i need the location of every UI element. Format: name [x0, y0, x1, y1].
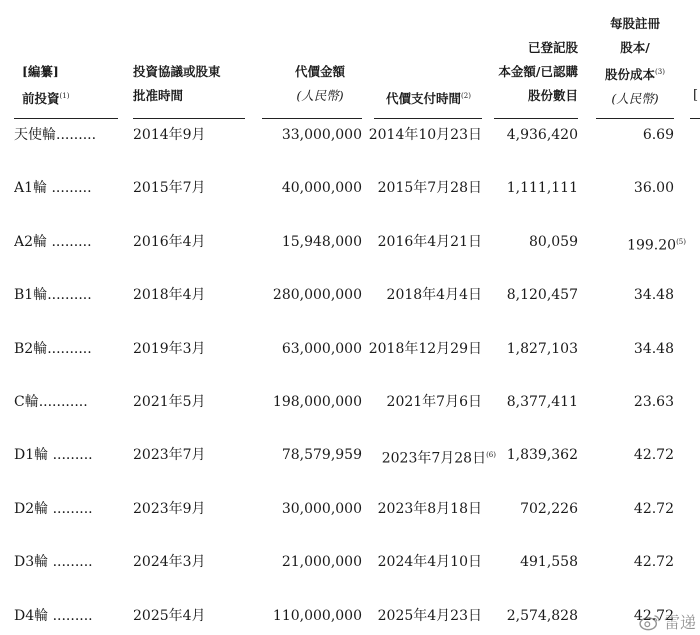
cost-per-share [634, 339, 674, 359]
cost-per-share [634, 392, 674, 412]
payment-date-text: 2018年12月29日 [368, 340, 482, 357]
table-row [0, 339, 700, 359]
round-name: A1輪 ......... [14, 180, 92, 197]
header-prelisting-investment [22, 60, 69, 111]
cost-per-share [634, 285, 674, 305]
payment-date-footnote: (6) [486, 451, 496, 460]
registered-shares: 4,936,420 [506, 127, 578, 143]
watermark [639, 610, 696, 633]
header-rule-col6 [596, 118, 674, 119]
watermark-text: 雷递 [663, 613, 696, 632]
consideration-amount: 33,000,000 [281, 127, 362, 143]
header-col6-line1: 每股註冊 [609, 16, 660, 31]
payment-date-text: 2024年4月10日 [377, 554, 482, 571]
payment-date-text: 2015年7月28日 [377, 180, 482, 197]
table-row [0, 606, 700, 626]
approval-date: 2021年5月 [133, 394, 206, 410]
consideration-amount: 21,000,000 [281, 554, 362, 571]
payment-date [378, 232, 482, 252]
header-rule-col5 [494, 118, 578, 119]
registered-shares: 8,120,457 [506, 287, 578, 304]
table-row [0, 232, 700, 252]
header-rule-col2 [133, 118, 245, 119]
payment-date [382, 445, 496, 469]
registered-shares: 1,827,103 [506, 340, 578, 357]
cost-per-share [634, 499, 674, 519]
payment-date [387, 285, 482, 305]
table-row [0, 392, 700, 412]
registered-shares: 2,574,828 [506, 607, 578, 624]
consideration-amount: 78,579,959 [281, 447, 362, 464]
cost-per-share-text: 36.00 [633, 180, 674, 197]
payment-date [378, 606, 482, 626]
round-name: B2輪.......... [14, 340, 92, 357]
header-col5-line3: 股份數目 [527, 88, 578, 103]
header-col6-line3: 股份成本$^{(3)}$ [605, 67, 665, 83]
header-col6-line2: 股本/ [620, 40, 650, 55]
payment-date-text: 2016年4月21日 [377, 233, 482, 250]
header-rule-col1 [14, 118, 118, 119]
header-col5-line1: 已登記股 [527, 40, 578, 55]
round-name: D2輪 ......... [14, 500, 93, 517]
approval-date: 2024年3月 [133, 554, 206, 571]
header-col3-unit: (人民幣) [296, 88, 344, 103]
approval-date: 2015年7月 [133, 180, 206, 197]
approval-date: 2025年4月 [133, 607, 206, 624]
consideration-amount: 110,000,000 [272, 607, 362, 624]
header-col2-line2: 批准時間 [133, 88, 184, 103]
header-col3-line1: 代價金額 [294, 64, 345, 79]
consideration-amount: 280,000,000 [272, 287, 362, 304]
cost-per-share-text: 42.72 [633, 607, 674, 624]
approval-date: 2018年4月 [133, 287, 206, 304]
cost-per-share-text: 6.69 [642, 127, 674, 143]
payment-date-text: 2014年10月23日 [368, 127, 482, 143]
header-registered-shares [498, 36, 578, 108]
table-row [0, 125, 700, 145]
consideration-amount: 15,948,000 [281, 233, 362, 250]
approval-date: 2014年9月 [133, 127, 206, 143]
header-approval-time [133, 60, 221, 108]
cost-per-share-text: 23.63 [633, 394, 674, 410]
header-payment-time [386, 84, 471, 111]
payment-date-text: 2023年7月28日 [381, 451, 487, 468]
round-name: 天使輪......... [14, 127, 97, 143]
header-rule-col4 [374, 118, 482, 119]
payment-date-text: 2018年4月4日 [386, 287, 482, 304]
approval-date: 2016年4月 [133, 233, 206, 250]
table-row [0, 445, 700, 468]
round-name: A2輪 ......... [14, 233, 92, 250]
header-col6-unit: (人民幣) [611, 91, 659, 107]
header-col1-line2: 前投資$^{(1)}$ [22, 91, 70, 107]
header-col2-line1: 投資協議或股東 [133, 64, 221, 79]
cost-per-share [634, 445, 674, 465]
consideration-amount: 30,000,000 [281, 500, 362, 517]
header-col5-line2: 本金額/已認購 [498, 64, 578, 79]
registered-shares: 491,558 [520, 554, 578, 571]
registered-shares: 80,059 [529, 233, 578, 250]
cost-per-share-text: 34.48 [633, 340, 674, 357]
approval-date: 2023年7月 [133, 447, 206, 464]
round-name: D4輪 ......... [14, 607, 93, 624]
registered-shares: 702,226 [520, 500, 578, 517]
weibo-icon [639, 613, 661, 631]
header-col4-line1: 代價支付時間$^{(2)}$ [386, 91, 471, 107]
edge-bracket: [ [693, 88, 699, 103]
table-row [0, 499, 700, 519]
approval-date: 2023年9月 [133, 500, 206, 517]
cost-footnote: (5) [676, 237, 686, 246]
cost-per-share [643, 125, 674, 145]
cost-per-share-text: 42.72 [633, 447, 674, 464]
payment-date [378, 552, 482, 572]
cost-per-share-text: 42.72 [633, 554, 674, 571]
header-cost-per-share [596, 12, 674, 111]
registered-shares: 1,839,362 [506, 447, 578, 464]
round-name: D3輪 ......... [14, 554, 93, 571]
header-rule-edge [690, 118, 700, 119]
cost-per-share-text: 42.72 [633, 500, 674, 517]
consideration-amount: 40,000,000 [281, 180, 362, 197]
cost-per-share [634, 552, 674, 572]
header-consideration-amount [272, 60, 368, 108]
payment-date-text: 2023年8月18日 [377, 500, 482, 517]
consideration-amount: 198,000,000 [272, 394, 362, 410]
payment-date [369, 125, 482, 145]
round-name: D1輪 ......... [14, 447, 93, 464]
payment-date [369, 339, 482, 359]
consideration-amount: 63,000,000 [281, 340, 362, 357]
payment-date-text: 2025年4月23日 [377, 607, 482, 624]
payment-date [378, 178, 482, 198]
round-name: B1輪.......... [14, 287, 92, 304]
registered-shares: 1,111,111 [506, 180, 578, 197]
cost-per-share [634, 178, 674, 198]
cost-per-share [627, 232, 686, 256]
table-row [0, 552, 700, 572]
cost-per-share-text: 34.48 [633, 287, 674, 304]
cost-per-share-text: 199.20 [627, 237, 677, 254]
registered-shares: 8,377,411 [506, 394, 578, 410]
payment-date [378, 499, 482, 519]
approval-date: 2019年3月 [133, 340, 206, 357]
round-name: C輪........... [14, 394, 88, 410]
payment-date-text: 2021年7月6日 [386, 394, 482, 410]
header-col1-line1: [編纂] [22, 64, 59, 79]
table-row [0, 285, 700, 305]
header-rule-col3 [262, 118, 362, 119]
table-row [0, 178, 700, 198]
payment-date [387, 392, 482, 412]
